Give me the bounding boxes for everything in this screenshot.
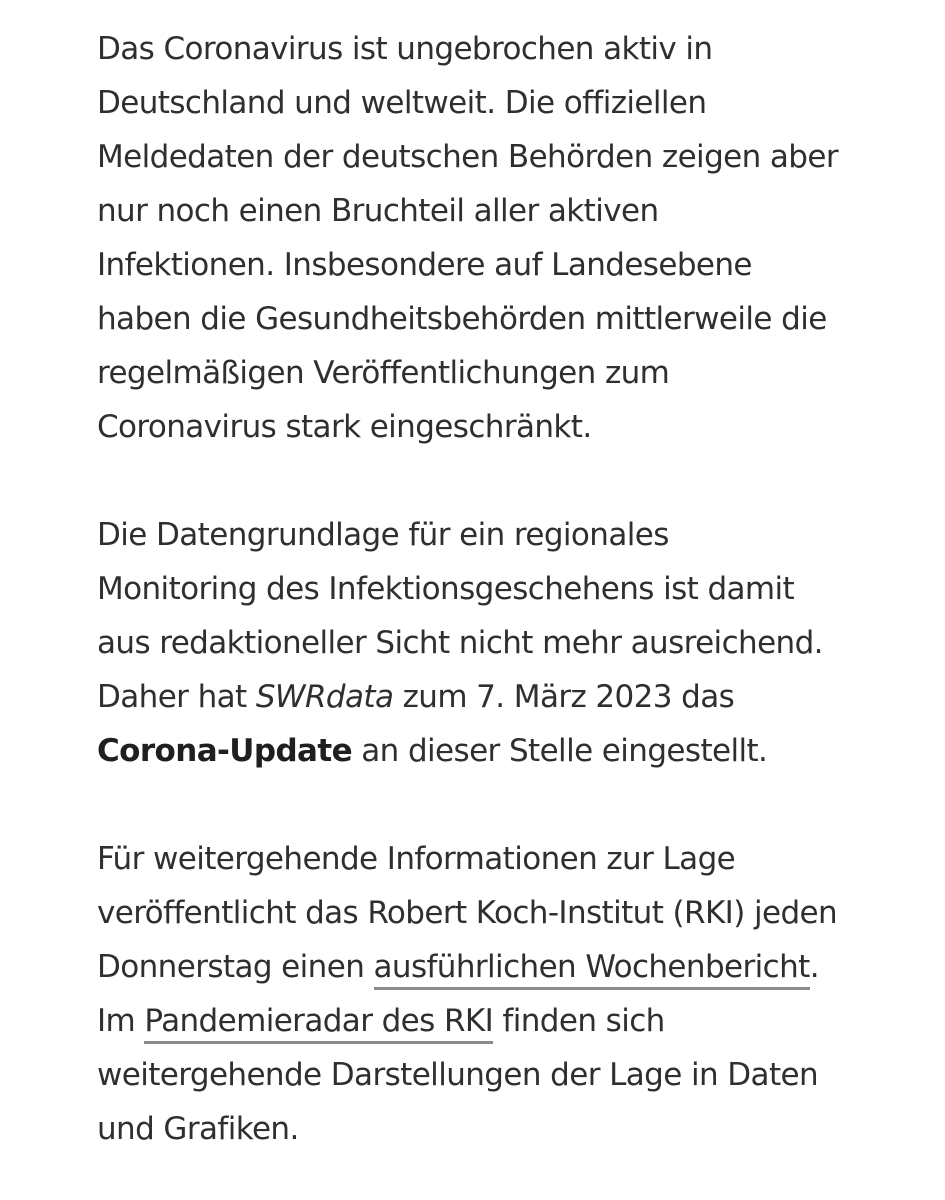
text-fragment: zum 7. März 2023 das	[393, 679, 735, 715]
text-line: Die Datengrundlage für ein regionales	[97, 517, 669, 553]
article-body	[97, 22, 897, 1156]
text-line: Meldedaten der deutschen Behörden zeigen aber	[97, 139, 839, 175]
link-pandemieradar[interactable]: Pandemieradar des RKI	[144, 1003, 493, 1044]
text-line: Deutschland und weltweit. Die offiziellen	[97, 85, 707, 121]
text-line: weitergehende Darstellungen der Lage in Daten	[97, 1057, 819, 1093]
paragraph-further-info	[97, 832, 897, 1156]
corona-update-label: Corona-Update	[97, 733, 353, 769]
text-line: und Grafiken.	[97, 1111, 299, 1147]
paragraph-data-basis	[97, 508, 897, 778]
text-line: aus redaktioneller Sicht nicht mehr ausreichend.	[97, 625, 823, 661]
text-line: Infektionen. Insbesondere auf Landesebene	[97, 247, 752, 283]
text-fragment: .	[809, 949, 819, 985]
text-line: Das Coronavirus ist ungebrochen aktiv in	[97, 31, 713, 67]
text-line: Für weitergehende Informationen zur Lage	[97, 841, 736, 877]
text-fragment: Im	[97, 1003, 145, 1039]
text-fragment: Donnerstag einen	[97, 949, 374, 985]
link-wochenbericht[interactable]: ausführlichen Wochenbericht	[374, 949, 810, 990]
text-line	[97, 940, 897, 994]
text-line	[97, 994, 897, 1048]
text-line: regelmäßigen Veröffentlichungen zum	[97, 355, 670, 391]
text-fragment: Daher hat	[97, 679, 256, 715]
text-line	[97, 724, 897, 778]
text-line: Coronavirus stark eingeschränkt.	[97, 409, 592, 445]
brand-swrdata: SWRdata	[255, 679, 394, 715]
text-fragment: finden sich	[493, 1003, 665, 1039]
text-line: Monitoring des Infektionsgeschehens ist damit	[97, 571, 795, 607]
text-fragment: an dieser Stelle eingestellt.	[352, 733, 768, 769]
text-line: nur noch einen Bruchteil aller aktiven	[97, 193, 659, 229]
text-line: haben die Gesundheitsbehörden mittlerweile die	[97, 301, 827, 337]
text-line	[97, 670, 897, 724]
paragraph-intro	[97, 22, 897, 454]
text-line: veröffentlicht das Robert Koch-Institut (RKI) jeden	[97, 895, 838, 931]
